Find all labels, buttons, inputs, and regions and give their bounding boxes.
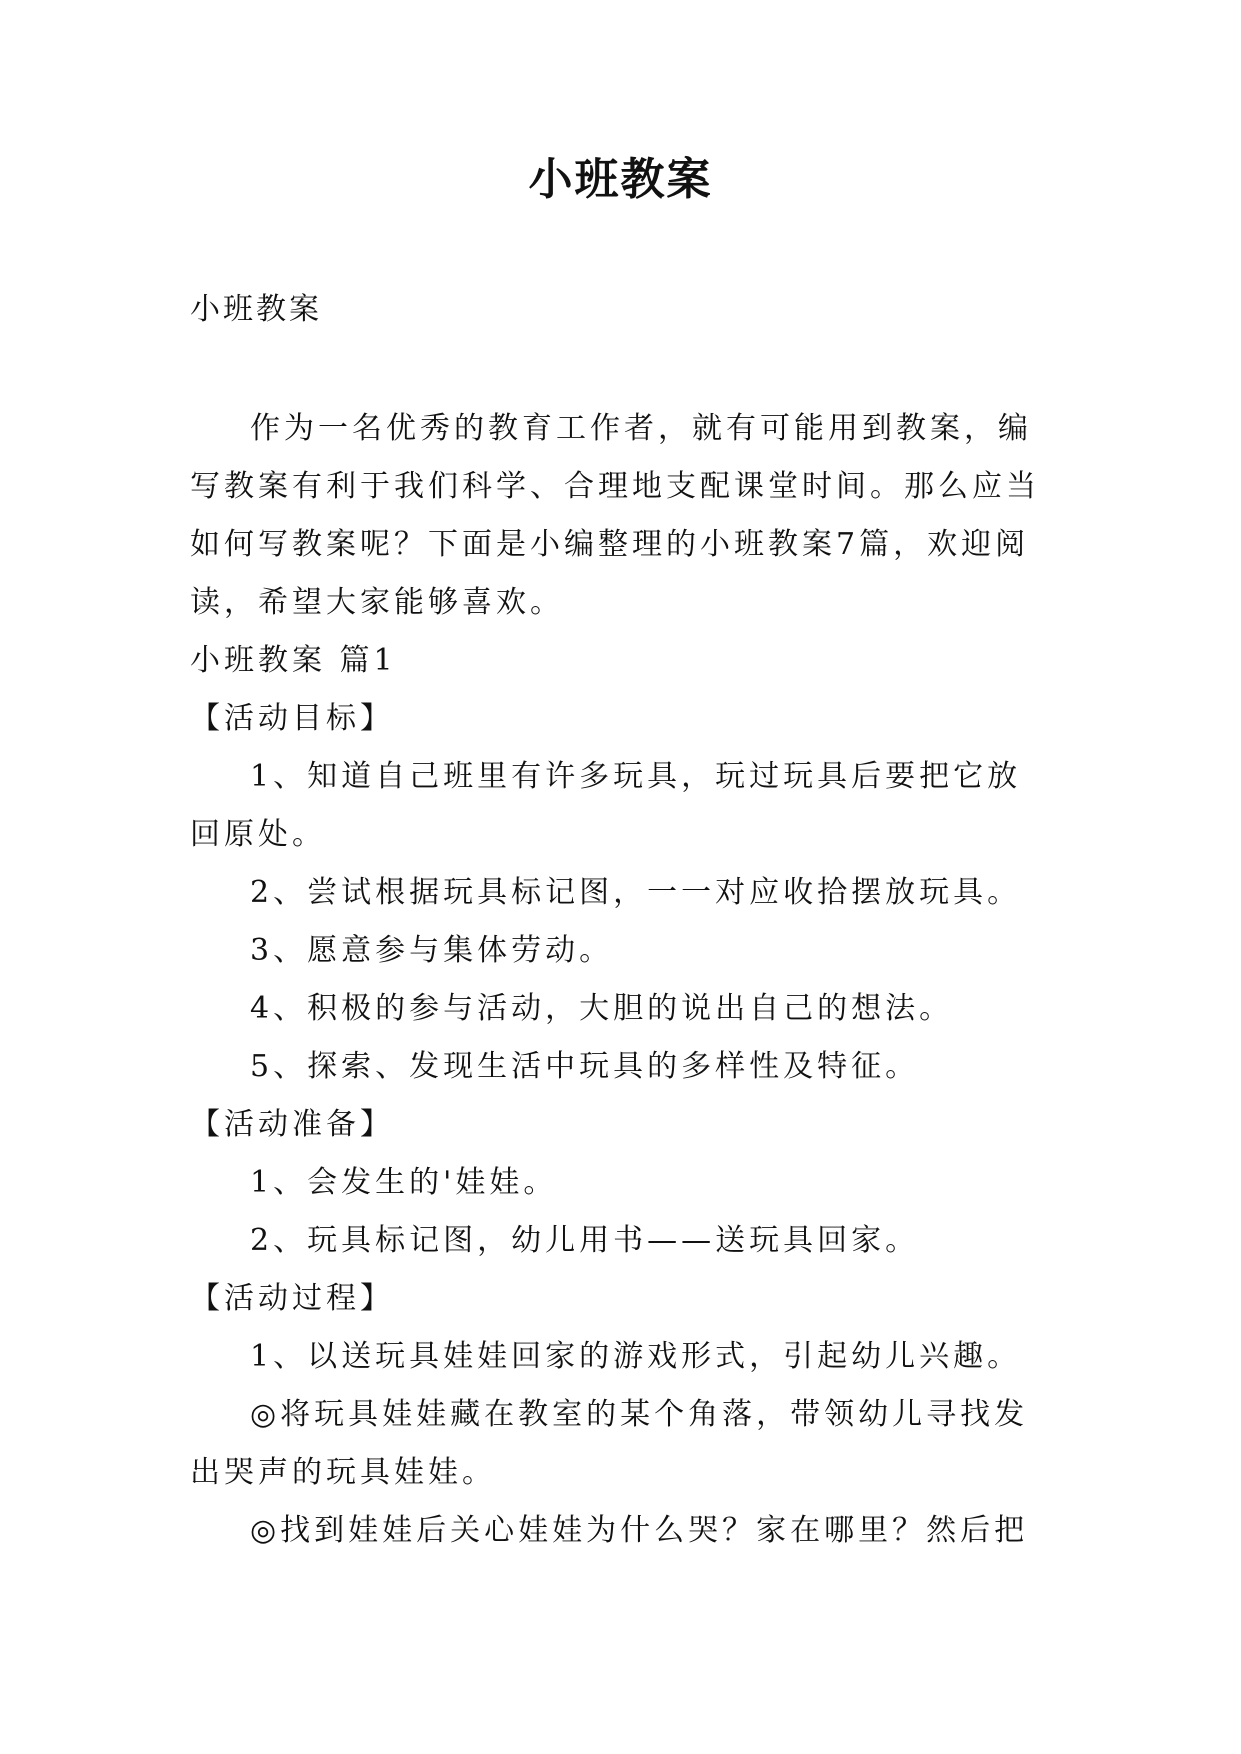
intro-paragraph: 作为一名优秀的教育工作者，就有可能用到教案，编写教案有利于我们科学、合理地支配课堂时间。那么应当如何写教案呢？下面是小编整理的小班教案7篇，欢迎阅读，希望大家能够喜欢。 [190, 411, 1040, 620]
subsection-heading-process: 【活动过程】 [190, 1281, 394, 1316]
goal-item: 2、尝试根据玩具标记图，一一对应收拾摆放玩具。 [250, 875, 1022, 910]
subsection-heading-goals: 【活动目标】 [190, 701, 394, 736]
document-subtitle: 小班教案 [190, 292, 322, 327]
goal-item: 1、知道自己班里有许多玩具，玩过玩具后要把它放回原处。 [190, 759, 1022, 852]
preparation-item: 1、会发生的'娃娃。 [250, 1165, 558, 1200]
document-body [190, 400, 1052, 1560]
preparation-item: 2、玩具标记图，幼儿用书——送玩具回家。 [250, 1223, 920, 1258]
process-item: 1、以送玩具娃娃回家的游戏形式，引起幼儿兴趣。 [250, 1339, 1022, 1374]
document-title: 小班教案 [528, 154, 713, 205]
goal-item: 4、积极的参与活动，大胆的说出自己的想法。 [250, 991, 954, 1026]
goal-item: 5、探索、发现生活中玩具的多样性及特征。 [250, 1049, 920, 1084]
goal-item: 3、愿意参与集体劳动。 [250, 933, 614, 968]
process-item: ◎找到娃娃后关心娃娃为什么哭？家在哪里？然后把 [250, 1513, 1029, 1548]
process-item: ◎将玩具娃娃藏在教室的某个角落，带领幼儿寻找发出哭声的玩具娃娃。 [190, 1397, 1029, 1490]
section-heading: 小班教案 篇1 [190, 643, 397, 678]
subsection-heading-preparation: 【活动准备】 [190, 1107, 394, 1142]
